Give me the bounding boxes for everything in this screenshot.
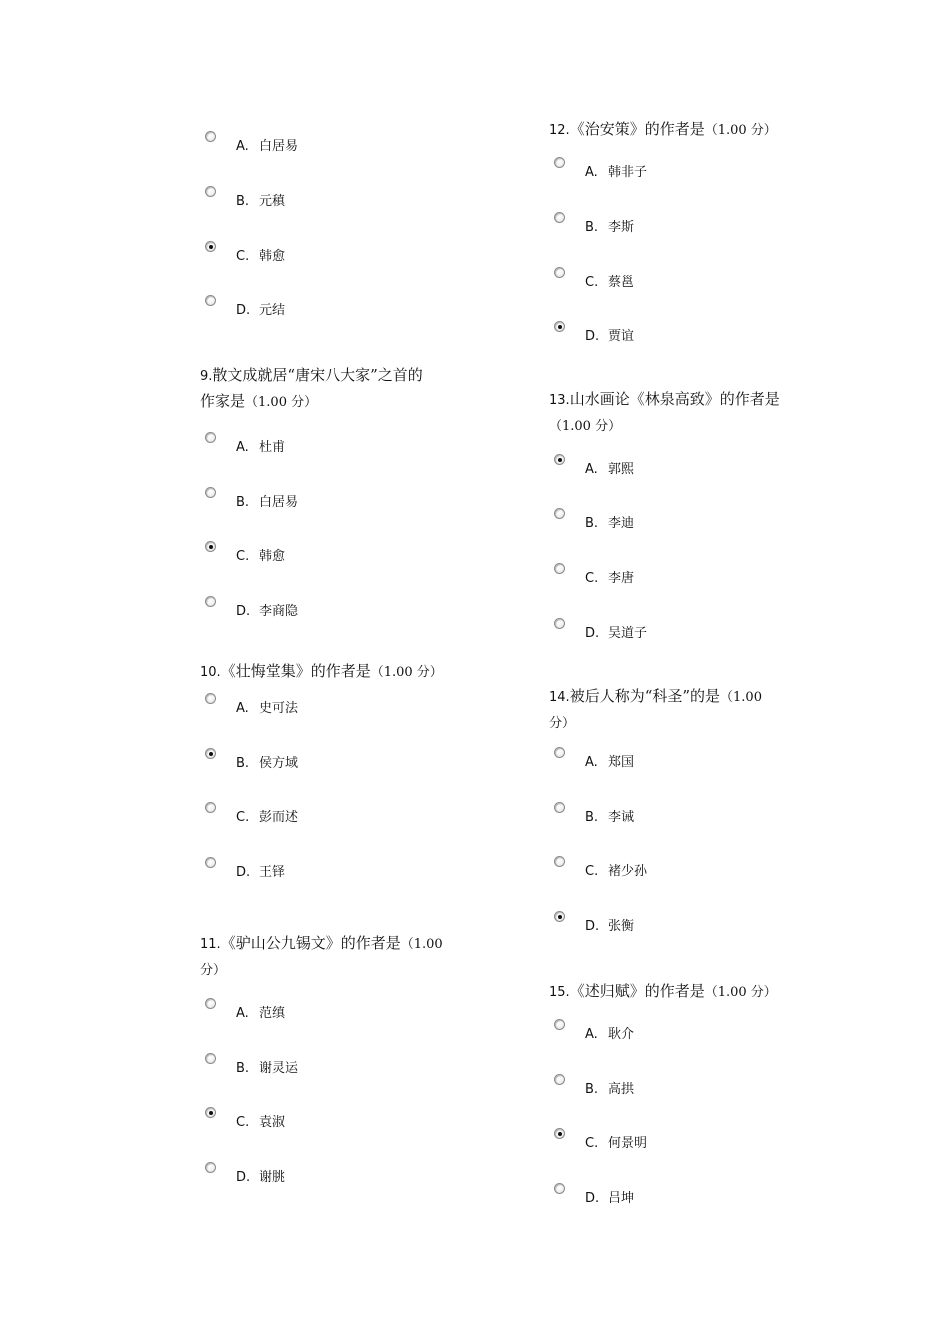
answer-option[interactable]: [200, 693, 475, 723]
question-text: 《述归赋》的作者是: [569, 982, 705, 1000]
radio-unchecked-icon[interactable]: [554, 212, 565, 223]
option-letter: D.: [236, 604, 251, 619]
answer-option[interactable]: [200, 295, 475, 325]
question-title-line: [549, 116, 819, 144]
question-number: 13.: [549, 393, 570, 408]
answer-option[interactable]: [200, 541, 475, 571]
radio-unchecked-icon[interactable]: [205, 693, 216, 704]
option-text: 史可法: [259, 701, 299, 716]
option-text: 袁淑: [259, 1115, 286, 1130]
answer-option[interactable]: [200, 802, 475, 832]
option-text: 侯方域: [259, 756, 299, 771]
answer-option[interactable]: [200, 748, 475, 778]
question-title-line: [200, 658, 475, 686]
option-letter: B.: [236, 194, 250, 209]
question-score: （1.00 分）: [549, 419, 622, 434]
option-letter: B.: [585, 516, 599, 531]
option-text: 韩非子: [608, 165, 648, 180]
option-letter: C.: [585, 275, 599, 290]
radio-unchecked-icon[interactable]: [205, 1053, 216, 1064]
option-letter: B.: [585, 1082, 599, 1097]
question-title-line: [200, 956, 475, 984]
radio-unchecked-icon[interactable]: [554, 747, 565, 758]
answer-option[interactable]: [200, 1107, 475, 1137]
option-text: 李斯: [608, 220, 635, 235]
option-letter: A.: [585, 1027, 598, 1042]
option-text: 李诫: [608, 810, 635, 825]
option-text: 范缜: [259, 1006, 286, 1021]
option-letter: D.: [585, 626, 600, 641]
option-letter: B.: [236, 495, 250, 510]
option-text: 吕坤: [608, 1191, 635, 1206]
question-title-line: [549, 412, 819, 440]
answer-option[interactable]: [549, 508, 819, 538]
question-title-line: [200, 930, 475, 958]
question-number: 12.: [549, 123, 570, 138]
option-letter: C.: [585, 1136, 599, 1151]
option-letter: C.: [585, 864, 599, 879]
answer-option[interactable]: [549, 321, 819, 351]
radio-checked-icon[interactable]: [205, 1107, 216, 1118]
answer-option[interactable]: [549, 157, 819, 187]
answer-option[interactable]: [200, 487, 475, 517]
option-text: 韩愈: [259, 549, 286, 564]
question-score: （1.00: [400, 937, 443, 952]
option-text: 高拱: [608, 1082, 635, 1097]
answer-option[interactable]: [200, 596, 475, 626]
option-letter: A.: [585, 165, 598, 180]
radio-checked-icon[interactable]: [554, 911, 565, 922]
radio-unchecked-icon[interactable]: [554, 508, 565, 519]
question-number: 9.: [200, 369, 213, 384]
radio-unchecked-icon[interactable]: [554, 1019, 565, 1030]
answer-option[interactable]: [549, 1019, 819, 1049]
radio-unchecked-icon[interactable]: [554, 563, 565, 574]
answer-option[interactable]: [200, 1053, 475, 1083]
radio-unchecked-icon[interactable]: [554, 1074, 565, 1085]
option-text: 王铎: [259, 865, 286, 880]
radio-checked-icon[interactable]: [554, 454, 565, 465]
radio-unchecked-icon[interactable]: [205, 487, 216, 498]
option-text: 郭熙: [608, 462, 635, 477]
option-text: 吴道子: [608, 626, 648, 641]
option-letter: A.: [236, 1006, 249, 1021]
answer-option[interactable]: [200, 857, 475, 887]
radio-checked-icon[interactable]: [205, 241, 216, 252]
question-score: 分）: [549, 716, 576, 731]
question-number: 15.: [549, 985, 570, 1000]
option-text: 白居易: [259, 495, 299, 510]
question-text: 《壮悔堂集》的作者是: [220, 662, 371, 680]
question-number: 11.: [200, 937, 221, 952]
option-text: 谢灵运: [259, 1061, 299, 1076]
option-letter: B.: [585, 220, 599, 235]
question-score: （1.00 分）: [704, 985, 777, 1000]
option-letter: B.: [236, 1061, 250, 1076]
answer-option[interactable]: [549, 1128, 819, 1158]
answer-option[interactable]: [549, 747, 819, 777]
answer-option[interactable]: [549, 802, 819, 832]
option-text: 褚少孙: [608, 864, 648, 879]
option-letter: D.: [236, 1170, 251, 1185]
radio-unchecked-icon[interactable]: [205, 186, 216, 197]
radio-unchecked-icon[interactable]: [205, 857, 216, 868]
answer-option[interactable]: [549, 563, 819, 593]
question-text: 《治安策》的作者是: [569, 120, 705, 138]
question-text: 被后人称为“科圣”的是: [569, 687, 721, 705]
answer-option[interactable]: [200, 998, 475, 1028]
question-score: （1.00 分）: [704, 123, 777, 138]
option-letter: C.: [236, 810, 250, 825]
radio-unchecked-icon[interactable]: [205, 295, 216, 306]
radio-unchecked-icon[interactable]: [554, 856, 565, 867]
option-letter: C.: [236, 1115, 250, 1130]
option-letter: D.: [236, 303, 251, 318]
question-text: 作家是: [200, 392, 246, 410]
answer-option[interactable]: [549, 267, 819, 297]
option-letter: A.: [585, 462, 598, 477]
option-letter: A.: [236, 440, 249, 455]
radio-unchecked-icon[interactable]: [205, 131, 216, 142]
question-title-line: [200, 362, 475, 390]
radio-unchecked-icon[interactable]: [554, 157, 565, 168]
radio-unchecked-icon[interactable]: [554, 267, 565, 278]
option-letter: C.: [236, 249, 250, 264]
option-text: 郑国: [608, 755, 635, 770]
radio-checked-icon[interactable]: [205, 748, 216, 759]
option-letter: D.: [585, 919, 600, 934]
option-text: 谢朓: [259, 1170, 286, 1185]
answer-option[interactable]: [549, 1183, 819, 1213]
option-text: 蔡邕: [608, 275, 635, 290]
option-text: 耿介: [608, 1027, 635, 1042]
option-text: 元结: [259, 303, 286, 318]
question-score: （1.00 分）: [245, 395, 318, 410]
option-letter: A.: [236, 701, 249, 716]
answer-option[interactable]: [549, 454, 819, 484]
radio-unchecked-icon[interactable]: [205, 802, 216, 813]
answer-option[interactable]: [549, 911, 819, 941]
option-letter: D.: [585, 329, 600, 344]
answer-option[interactable]: [200, 241, 475, 271]
answer-option[interactable]: [549, 856, 819, 886]
question-text: 山水画论《林泉高致》的作者是: [569, 390, 780, 408]
radio-checked-icon[interactable]: [205, 541, 216, 552]
answer-option[interactable]: [200, 432, 475, 462]
option-text: 杜甫: [259, 440, 286, 455]
radio-unchecked-icon[interactable]: [205, 1162, 216, 1173]
question-number: 14.: [549, 690, 570, 705]
option-letter: D.: [236, 865, 251, 880]
answer-option[interactable]: [200, 131, 475, 161]
question-score: 分）: [200, 963, 227, 978]
answer-option[interactable]: [549, 212, 819, 242]
option-letter: B.: [585, 810, 599, 825]
question-score: （1.00: [720, 690, 762, 705]
option-letter: A.: [236, 139, 249, 154]
option-text: 彭而述: [259, 810, 299, 825]
question-text: 《驴山公九锡文》的作者是: [220, 934, 401, 952]
question-title-line: [549, 709, 819, 737]
question-number: 10.: [200, 665, 221, 680]
option-text: 贾谊: [608, 329, 635, 344]
radio-unchecked-icon[interactable]: [205, 998, 216, 1009]
option-letter: C.: [236, 549, 250, 564]
option-text: 韩愈: [259, 249, 286, 264]
option-letter: A.: [585, 755, 598, 770]
option-letter: D.: [585, 1191, 600, 1206]
answer-option[interactable]: [200, 186, 475, 216]
question-title-line: [549, 683, 819, 711]
option-text: 李商隐: [259, 604, 299, 619]
answer-option[interactable]: [200, 1162, 475, 1192]
radio-unchecked-icon[interactable]: [205, 432, 216, 443]
option-text: 何景明: [608, 1136, 648, 1151]
radio-unchecked-icon[interactable]: [205, 596, 216, 607]
radio-unchecked-icon[interactable]: [554, 802, 565, 813]
option-text: 李唐: [608, 571, 635, 586]
answer-option[interactable]: [549, 618, 819, 648]
radio-unchecked-icon[interactable]: [554, 1183, 565, 1194]
radio-checked-icon[interactable]: [554, 1128, 565, 1139]
answer-option[interactable]: [549, 1074, 819, 1104]
radio-unchecked-icon[interactable]: [554, 618, 565, 629]
option-letter: B.: [236, 756, 250, 771]
question-title-line: [549, 978, 819, 1006]
option-letter: C.: [585, 571, 599, 586]
question-text: 散文成就居“唐宋八大家”之首的: [212, 366, 423, 384]
radio-checked-icon[interactable]: [554, 321, 565, 332]
option-text: 白居易: [259, 139, 299, 154]
question-title-line: [200, 388, 475, 416]
option-text: 元稹: [259, 194, 286, 209]
question-score: （1.00 分）: [370, 665, 443, 680]
option-text: 张衡: [608, 919, 635, 934]
question-title-line: [549, 386, 819, 414]
option-text: 李迪: [608, 516, 635, 531]
